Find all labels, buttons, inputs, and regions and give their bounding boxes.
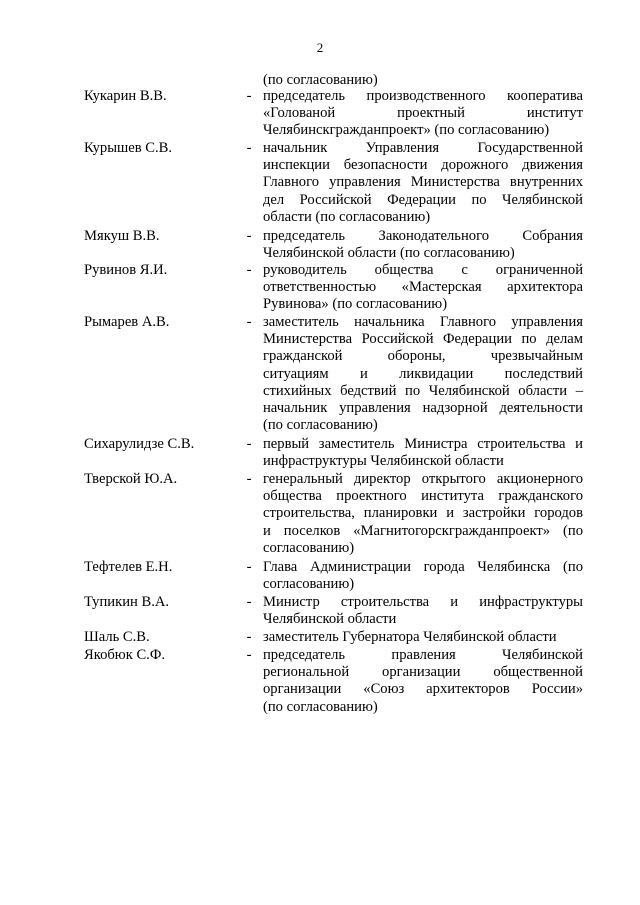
member-position bbox=[263, 629, 583, 646]
member-name: Рувинов Я.И. bbox=[84, 262, 168, 278]
position-line: Глава Администрации города Челябинска (по bbox=[263, 559, 583, 575]
position-line: заместитель Губернатора Челябинской области bbox=[263, 629, 557, 645]
member-position bbox=[263, 647, 583, 716]
position-line: председатель производственного кооператива bbox=[263, 88, 583, 104]
continuation-text: (по согласованию) bbox=[263, 72, 378, 88]
position-line: инспекции безопасности дорожного движения bbox=[263, 157, 583, 174]
position-line: Челябинской области (по согласованию) bbox=[263, 245, 515, 262]
entry-dash: - bbox=[246, 140, 252, 156]
member-name: Мякуш В.В. bbox=[84, 228, 160, 244]
position-line: председатель Законодательного Собрания bbox=[263, 228, 583, 244]
member-name: Рымарев А.В. bbox=[84, 314, 170, 330]
position-line: руководитель общества с ограниченной bbox=[263, 262, 583, 278]
entry-dash: - bbox=[246, 228, 252, 244]
member-position bbox=[263, 88, 583, 140]
position-line: и поселков «Магнитогорскгражданпроект» (по bbox=[263, 522, 583, 539]
position-line: начальник управления надзорной деятельности bbox=[263, 400, 583, 417]
member-position bbox=[263, 262, 583, 314]
member-name: Тефтелев Е.Н. bbox=[84, 559, 173, 575]
position-line: Рувинова» (по согласованию) bbox=[263, 296, 448, 313]
member-name: Курышев С.В. bbox=[84, 140, 173, 156]
page-number: 2 bbox=[316, 40, 324, 55]
entry-dash: - bbox=[246, 436, 252, 452]
member-name: Тупикин В.А. bbox=[84, 594, 170, 610]
entry-dash: - bbox=[246, 88, 252, 104]
position-line: генеральный директор открытого акционерного bbox=[263, 471, 583, 487]
member-position bbox=[263, 471, 583, 557]
entry-dash: - bbox=[246, 314, 252, 330]
position-line: согласованию) bbox=[263, 576, 355, 593]
position-line: председатель правления Челябинской bbox=[263, 647, 583, 663]
position-line: инфраструктуры Челябинской области bbox=[263, 453, 504, 470]
position-line: (по согласованию) bbox=[263, 417, 378, 434]
position-line: Министерства Российской Федерации по делам bbox=[263, 331, 583, 348]
position-line: гражданской обороны, чрезвычайным bbox=[263, 348, 583, 365]
position-line: ответственностью «Мастерская архитектора bbox=[263, 279, 583, 296]
entry-dash: - bbox=[246, 629, 252, 645]
position-line: согласованию) bbox=[263, 539, 355, 556]
position-line: первый заместитель Министра строительства и bbox=[263, 436, 583, 452]
member-position bbox=[263, 314, 583, 434]
entry-dash: - bbox=[246, 647, 252, 663]
position-line: строительства, планировки и застройки городов bbox=[263, 505, 583, 522]
member-position bbox=[263, 436, 583, 470]
position-line: стихийных бедствий по Челябинской области – bbox=[263, 382, 583, 399]
member-position bbox=[263, 594, 583, 628]
position-line: начальник Управления Государственной bbox=[263, 140, 583, 156]
member-name: Кукарин В.В. bbox=[84, 88, 167, 104]
entry-dash: - bbox=[246, 262, 252, 278]
position-line: заместитель начальника Главного управления bbox=[263, 314, 583, 330]
position-line: организации «Союз архитекторов России» bbox=[263, 681, 583, 698]
member-name: Якобюк С.Ф. bbox=[84, 647, 166, 663]
member-name: Шаль С.В. bbox=[84, 629, 150, 645]
position-line: общества проектного института гражданского bbox=[263, 488, 583, 505]
entry-dash: - bbox=[246, 594, 252, 610]
member-position bbox=[263, 228, 583, 262]
position-line: (по согласованию) bbox=[263, 698, 378, 715]
position-line: ситуациям и ликвидации последствий bbox=[263, 365, 583, 382]
member-name: Сихарулидзе С.В. bbox=[84, 436, 195, 452]
position-line: Челябинскгражданпроект» (по согласованию) bbox=[263, 122, 550, 139]
position-line: Главного управления Министерства внутренних bbox=[263, 174, 583, 191]
member-name: Тверской Ю.А. bbox=[84, 471, 178, 487]
position-line: Министр строительства и инфраструктуры bbox=[263, 594, 583, 610]
member-position bbox=[263, 559, 583, 593]
position-line: региональной организации общественной bbox=[263, 664, 583, 681]
position-line: «Голованой проектный институт bbox=[263, 105, 583, 122]
entry-dash: - bbox=[246, 559, 252, 575]
position-line: дел Российской Федерации по Челябинской bbox=[263, 191, 583, 208]
position-line: Челябинской области bbox=[263, 611, 397, 628]
member-position bbox=[263, 140, 583, 226]
position-line: области (по согласованию) bbox=[263, 208, 431, 225]
entry-dash: - bbox=[246, 471, 252, 487]
